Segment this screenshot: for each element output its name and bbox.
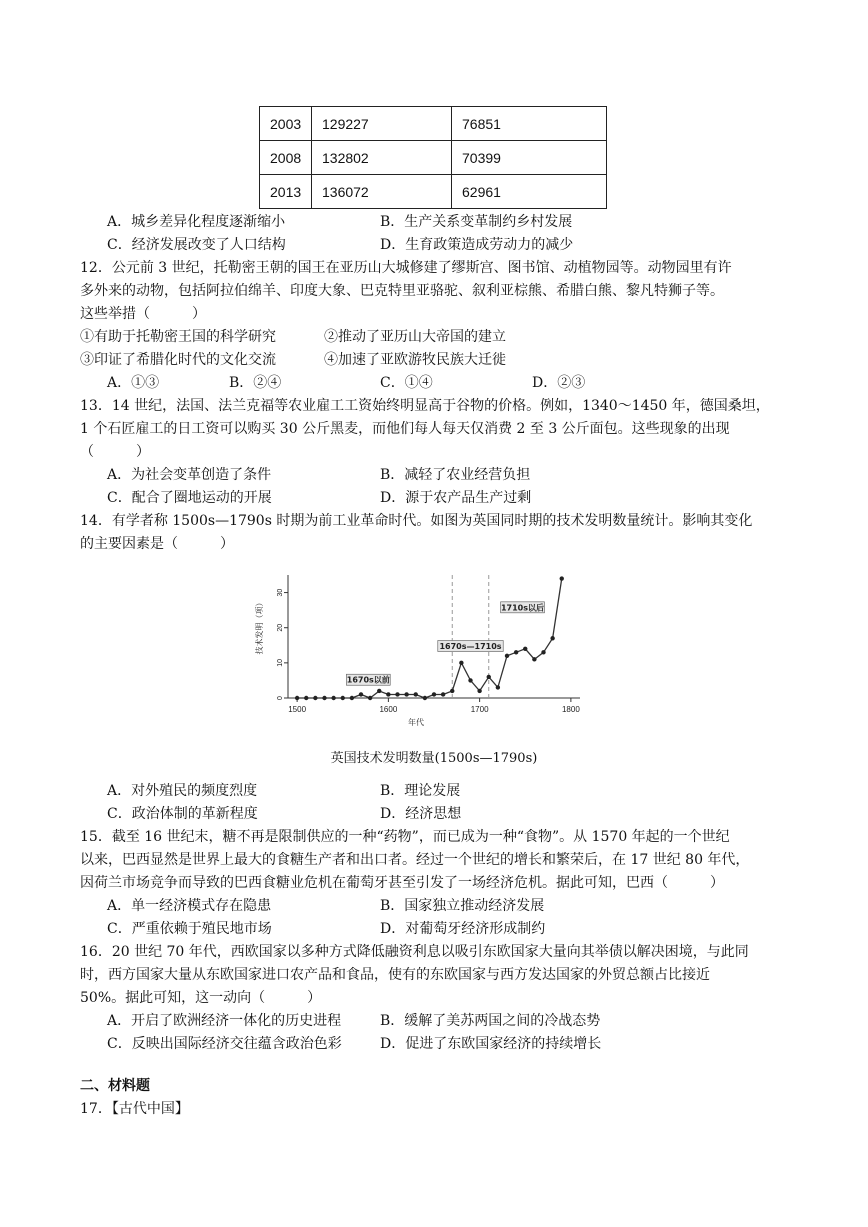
data-point bbox=[468, 678, 472, 682]
q16-stem-line-3: 50%。据此可知，这一动向（ ） bbox=[80, 990, 322, 1006]
population-table bbox=[259, 106, 607, 209]
q15-stem-line-3: 因荷兰市场竞争而导致的巴西食糖业危机在葡萄牙甚至引发了一场经济危机。据此可知，巴西（ ） bbox=[80, 875, 724, 891]
q11-option-d[interactable]: D．生育政策造成劳动力的减少 bbox=[380, 237, 574, 253]
table-row bbox=[260, 175, 607, 209]
invention-chart bbox=[250, 565, 590, 740]
section-heading: 二、材料题 bbox=[80, 1078, 150, 1094]
invention-chart-svg bbox=[250, 565, 590, 740]
q16-option-b[interactable]: B．缓解了美苏两国之间的冷战态势 bbox=[380, 1013, 601, 1029]
table-cell: 2008 bbox=[260, 141, 312, 175]
q14-option-c[interactable]: C．政治体制的革新程度 bbox=[107, 806, 258, 822]
q16-option-c[interactable]: C．反映出国际经济交往蕴含政治色彩 bbox=[107, 1036, 342, 1052]
data-point bbox=[414, 692, 418, 696]
y-tick-label: 10 bbox=[277, 658, 284, 667]
q12-stem-line-1: 12．公元前 3 世纪，托勒密王朝的国王在亚历山大城修建了缪斯宫、图书馆、动植物园等。动物园里有许 bbox=[80, 260, 732, 276]
table-row bbox=[260, 107, 607, 141]
q17-heading: 17．【古代中国】 bbox=[80, 1101, 189, 1117]
q15-option-b[interactable]: B．国家独立推动经济发展 bbox=[380, 898, 545, 914]
table-cell: 70399 bbox=[452, 141, 607, 175]
table-cell: 132802 bbox=[312, 141, 452, 175]
q12-stem-line-3: 这些举措（ ） bbox=[80, 306, 206, 322]
q12-item-4: ④加速了亚欧游牧民族大迁徙 bbox=[324, 352, 506, 368]
q15-option-d[interactable]: D．对葡萄牙经济形成制约 bbox=[380, 921, 546, 937]
x-tick-label: 1700 bbox=[470, 705, 489, 714]
q16-stem-line-2: 时，西方国家大量从东欧国家进口农产品和食品，使有的东欧国家与西方发达国家的外贸总额占比接近 bbox=[80, 967, 710, 983]
data-point bbox=[304, 696, 308, 700]
data-point bbox=[404, 692, 408, 696]
table-cell: 2013 bbox=[260, 175, 312, 209]
data-point bbox=[359, 692, 363, 696]
q16-stem-line-1: 16．20 世纪 70 年代，西欧国家以多种方式降低融资利息以吸引东欧国家大量向其举债以解决困境，与此同 bbox=[80, 944, 749, 960]
data-point bbox=[487, 675, 491, 679]
data-point bbox=[523, 647, 527, 651]
q15-stem-line-2: 以来，巴西显然是世界上最大的食糖生产者和出口者。经过一个世纪的增长和繁荣后，在 17 世纪 80 年代， bbox=[80, 852, 750, 868]
q13-option-c[interactable]: C．配合了圈地运动的开展 bbox=[107, 490, 272, 506]
q14-option-b[interactable]: B．理论发展 bbox=[380, 783, 461, 799]
q14-option-d[interactable]: D．经济思想 bbox=[380, 806, 462, 822]
q14-stem-line-1: 14．有学者称 1500s—1790s 时期为前工业革命时代。如图为英国同时期的技术发明数量统计。影响其变化 bbox=[80, 513, 753, 529]
data-point bbox=[322, 696, 326, 700]
q11-option-b[interactable]: B．生产关系变革制约乡村发展 bbox=[380, 214, 573, 230]
q14-option-a[interactable]: A．对外殖民的频度烈度 bbox=[107, 783, 258, 799]
x-axis-label: 年代 bbox=[408, 718, 424, 727]
q12-item-1: ①有助于托勒密王国的科学研究 bbox=[80, 329, 276, 345]
q12-stem-line-2: 多外来的动物，包括阿拉伯绵羊、印度大象、巴克特里亚骆驼、叙利亚棕熊、希腊白熊、黎凡特狮子等。 bbox=[80, 283, 724, 299]
data-point bbox=[560, 576, 564, 580]
table-cell: 129227 bbox=[312, 107, 452, 141]
y-tick-label: 30 bbox=[277, 588, 284, 597]
q13-option-b[interactable]: B．减轻了农业经营负担 bbox=[380, 467, 531, 483]
y-tick-label: 0 bbox=[277, 696, 284, 700]
x-tick-label: 1500 bbox=[288, 705, 307, 714]
table-cell: 62961 bbox=[452, 175, 607, 209]
data-point bbox=[441, 692, 445, 696]
data-point bbox=[341, 696, 345, 700]
data-point bbox=[350, 696, 354, 700]
chart-caption: 英国技术发明数量(1500s—1790s) bbox=[330, 751, 538, 766]
q12-item-2: ②推动了亚历山大帝国的建立 bbox=[324, 329, 506, 345]
q11-option-a[interactable]: A．城乡差异化程度逐渐缩小 bbox=[107, 214, 286, 230]
data-point bbox=[432, 692, 436, 696]
data-point bbox=[368, 696, 372, 700]
q13-option-d[interactable]: D．源于农产品生产过剩 bbox=[380, 490, 532, 506]
data-point bbox=[313, 696, 317, 700]
q14-stem-line-2: 的主要因素是（ ） bbox=[80, 536, 234, 552]
data-point bbox=[331, 696, 335, 700]
table-cell: 136072 bbox=[312, 175, 452, 209]
q12-option-b[interactable]: B．②④ bbox=[229, 375, 282, 391]
annotation-label: 1670s—1710s bbox=[439, 641, 502, 651]
q16-option-d[interactable]: D．促进了东欧国家经济的持续增长 bbox=[380, 1036, 602, 1052]
annotation-label: 1670s以前 bbox=[346, 675, 390, 685]
q13-option-a[interactable]: A．为社会变革创造了条件 bbox=[107, 467, 272, 483]
data-point bbox=[377, 689, 381, 693]
q15-stem-line-1: 15．截至 16 世纪末，糖不再是限制供应的一种“药物”，而已成为一种“食物”。从 1570 年起的一个世纪 bbox=[80, 829, 730, 845]
q12-option-c[interactable]: C．①④ bbox=[380, 375, 433, 391]
x-tick-label: 1800 bbox=[561, 705, 580, 714]
data-point bbox=[550, 636, 554, 640]
q13-stem-line-2: 1 个石匠雇工的日工资可以购买 30 公斤黑麦，而他们每人每天仅消费 2 至 3 公斤面包。这些现象的出现 bbox=[80, 421, 730, 437]
q15-option-c[interactable]: C．严重依赖于殖民地市场 bbox=[107, 921, 272, 937]
y-tick-label: 20 bbox=[277, 623, 284, 632]
q12-option-a[interactable]: A．①③ bbox=[107, 375, 160, 391]
q16-option-a[interactable]: A．开启了欧洲经济一体化的历史进程 bbox=[107, 1013, 342, 1029]
data-point bbox=[477, 689, 481, 693]
q15-option-a[interactable]: A．单一经济模式存在隐患 bbox=[107, 898, 272, 914]
data-point bbox=[395, 692, 399, 696]
data-point bbox=[450, 689, 454, 693]
data-point bbox=[386, 692, 390, 696]
data-point bbox=[459, 661, 463, 665]
data-point bbox=[496, 685, 500, 689]
y-axis-label: 技术发明（项） bbox=[255, 598, 264, 655]
data-point bbox=[514, 650, 518, 654]
series-line bbox=[297, 579, 562, 698]
data-point bbox=[532, 657, 536, 661]
annotation-label: 1710s以后 bbox=[500, 603, 545, 613]
data-point bbox=[505, 654, 509, 658]
data-point bbox=[423, 696, 427, 700]
q12-item-3: ③印证了希腊化时代的文化交流 bbox=[80, 352, 276, 368]
x-tick-label: 1600 bbox=[379, 705, 398, 714]
data-point bbox=[541, 650, 545, 654]
q13-stem-line-1: 13．14 世纪，法国、法兰克福等农业雇工工资始终明显高于谷物的价格。例如，1340～1450 年，德国桑坦， bbox=[80, 398, 770, 414]
table-row bbox=[260, 141, 607, 175]
data-point bbox=[295, 696, 299, 700]
q13-stem-line-3: （ ） bbox=[80, 444, 150, 460]
q11-option-c[interactable]: C．经济发展改变了人口结构 bbox=[107, 237, 286, 253]
table-cell: 76851 bbox=[452, 107, 607, 141]
q12-option-d[interactable]: D．②③ bbox=[532, 375, 586, 391]
table-cell: 2003 bbox=[260, 107, 312, 141]
